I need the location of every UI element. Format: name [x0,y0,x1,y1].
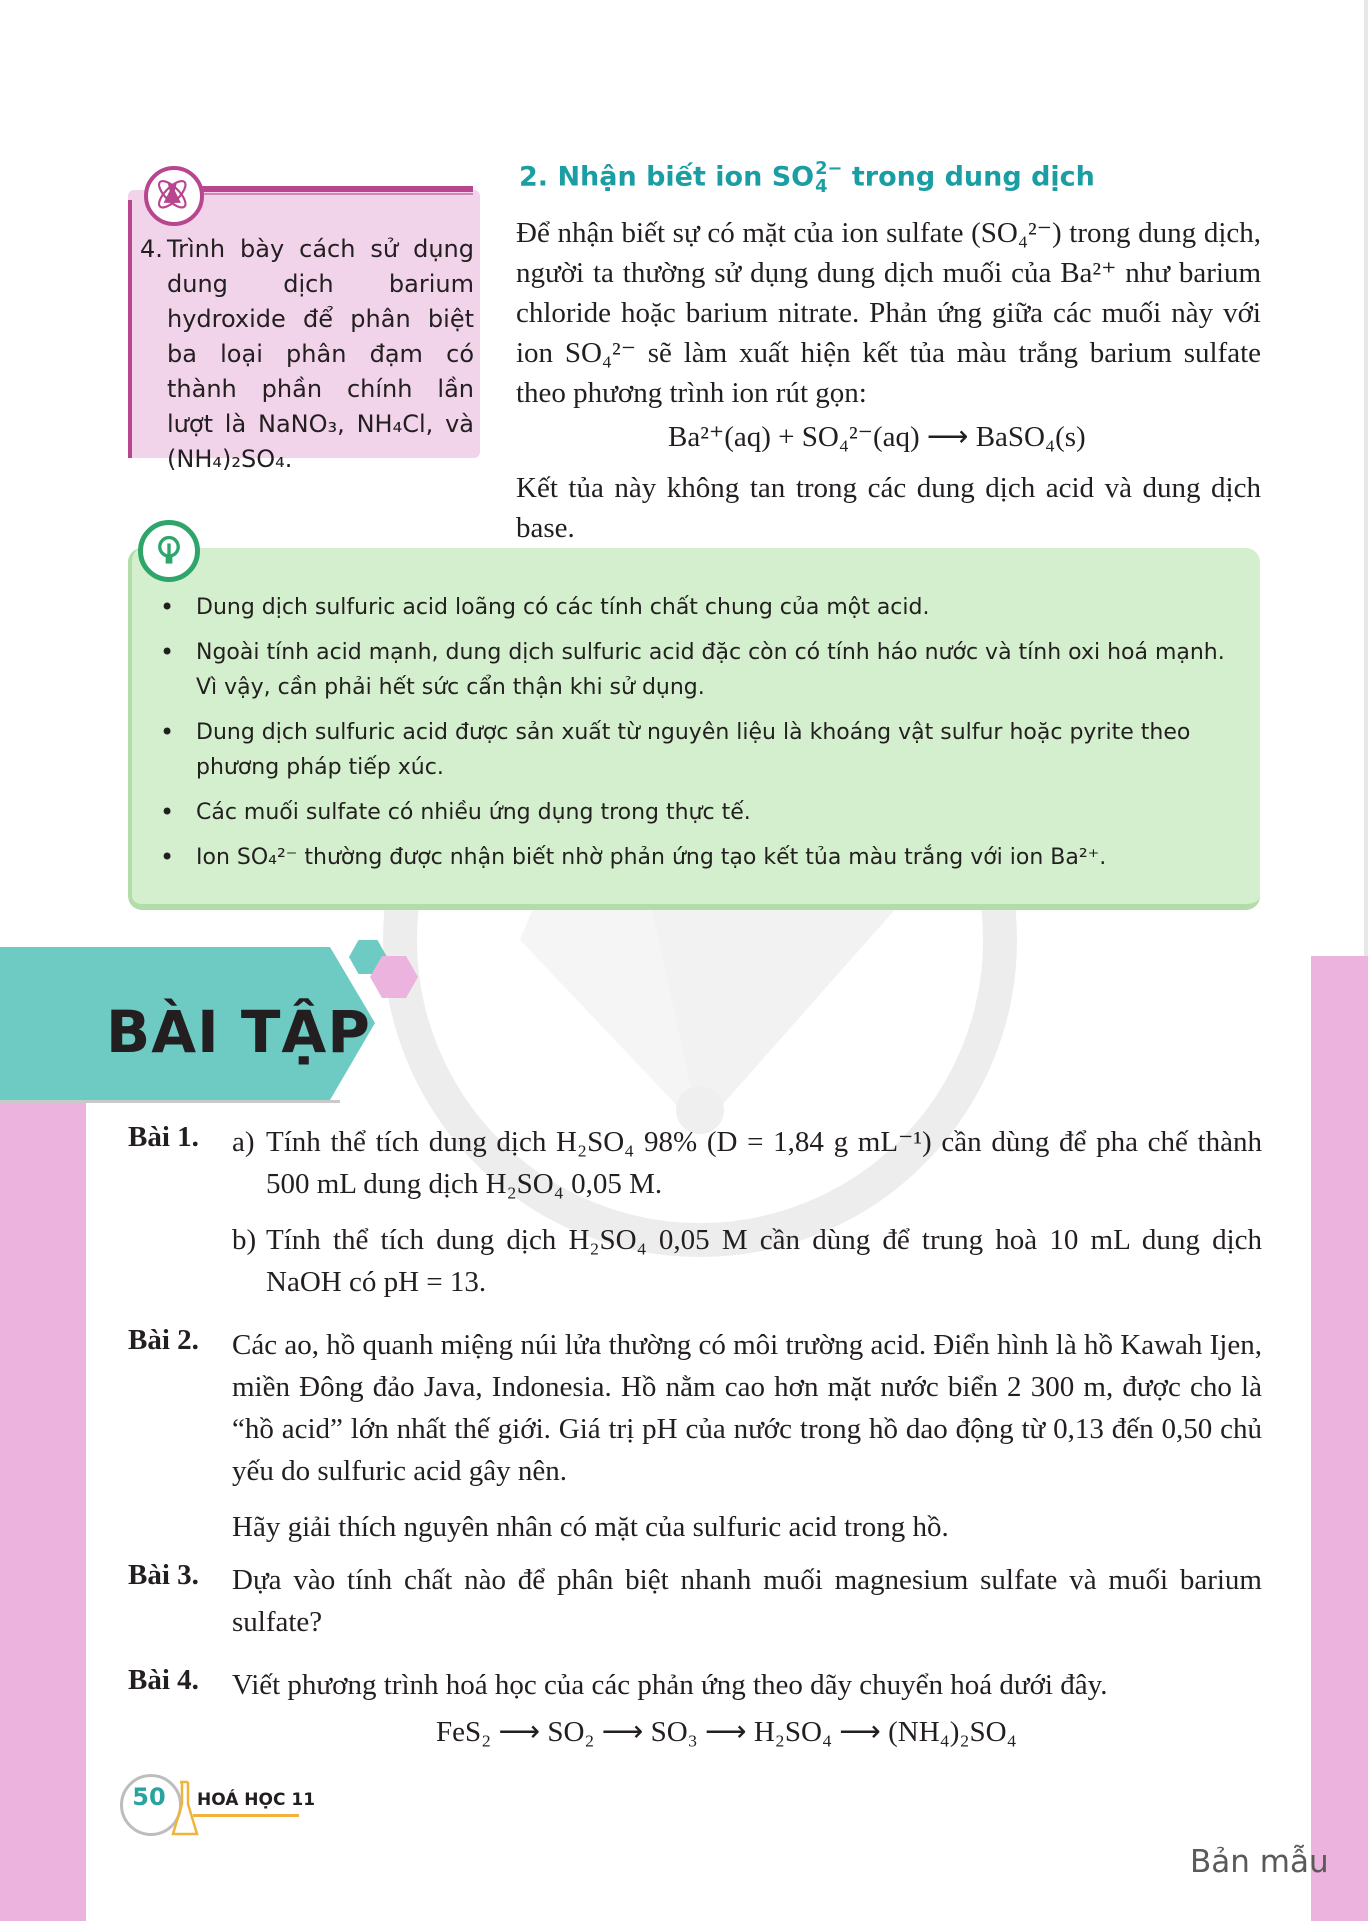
exercise-4-equation: FeS₂ ⟶ SO₂ ⟶ SO₃ ⟶ H₂SO₄ ⟶ (NH₄)₂SO₄ [436,1716,1017,1748]
exercise-1b-text: Tính thể tích dung dịch H₂SO₄ 0,05 M cần dùng để trung hoà 10 mL dung dịch NaOH có pH = 13. [266,1224,1262,1298]
exercise-3-text: Dựa vào tính chất nào để phân biệt nhanh muối magnesium sulfate và muối barium sulfate? [232,1564,1262,1638]
page-edge [1364,0,1368,956]
summary-item: • Ion SO₄²⁻ thường được nhận biết nhờ phản ứng tạo kết tủa màu trắng với ion Ba²⁺. [160,840,1250,875]
exercise-2-text: Các ao, hồ quanh miệng núi lửa thường có môi trường acid. Điển hình là hồ Kawah Ijen, miền Đông đảo Java, Indonesia. Hồ nằm cao hơn mặt nước biển 2 300 m, được cho là “hồ acid” lớn nhất thế giới. Giá trị pH của nước trong hồ dao động từ 0,13 đến 0,50 chủ yếu do sulfuric acid gây nên. [232,1329,1262,1487]
exercise-1a-text: Tính thể tích dung dịch H₂SO₄ 98% (D = 1,84 g mL⁻¹) cần dùng để pha chế thành 500 mL dung dịch H₂SO₄ 0,05 M. [266,1126,1262,1200]
lightbulb-icon [138,520,200,582]
exercises-banner-shadow [0,1100,340,1103]
exercise-1b-label: b) [232,1224,257,1256]
section-title [519,160,1095,196]
left-pink-strip [0,1103,86,1921]
question-number: 4. [140,235,163,263]
section-title-suffix: trong dung dịch [842,161,1095,193]
section-paragraph-1: Để nhận biết sự có mặt của ion sulfate (SO₄²⁻) trong dung dịch, người ta thường sử dụng dung dịch muối của Ba²⁺ như barium chloride hoặc barium nitrate. Phản ứng giữa các muối này với ion SO₄²⁻ sẽ làm xuất hiện kết tủa màu trắng barium sulfate theo phương trình ion rút gọn: [516,217,1261,409]
exercise-4-label: Bài 4. [128,1664,199,1696]
exercise-1a [232,1121,1262,1205]
exercise-3-label: Bài 3. [128,1559,199,1591]
summary-item: • Các muối sulfate có nhiều ứng dụng trong thực tế. [160,795,1250,830]
ionic-equation: Ba²⁺(aq) + SO₄²⁻(aq) ⟶ BaSO₄(s) [668,421,1086,453]
question-4 [140,232,474,477]
right-pink-strip [1311,956,1368,1921]
summary-item: • Dung dịch sulfuric acid được sản xuất từ nguyên liệu là khoáng vật sulfur hoặc pyrite theo phương pháp tiếp xúc. [160,715,1250,785]
exercise-2-question: Hãy giải thích nguyên nhân có mặt của sulfuric acid trong hồ. [232,1511,949,1543]
summary-item: • Ngoài tính acid mạnh, dung dịch sulfuric acid đặc còn có tính háo nước và tính oxi hoá mạnh. Vì vậy, cần phải hết sức cẩn thận khi sử dụng. [160,635,1250,705]
exercises-title: BÀI TẬP [106,998,371,1066]
question-box-rule-thin [183,193,473,195]
book-title-underline [193,1814,299,1817]
sulfate-charge: 2− 4 [815,158,843,197]
section-title-prefix: 2. Nhận biết ion SO [519,161,815,193]
exercise-4-text: Viết phương trình hoá học của các phản ứng theo dãy chuyển hoá dưới đây. [232,1669,1108,1701]
question-text: Trình bày cách sử dụng dung dịch barium hydroxide để phân biệt ba loại phân đạm có thành phần chính lần lượt là NaNO₃, NH₄Cl, và (NH₄)₂SO₄. [167,235,474,473]
question-box-rule [183,186,473,192]
page-number: 50 [132,1783,166,1811]
question-box-border [128,200,132,458]
watermark-label: Bản mẫu [1190,1844,1329,1880]
summary-item: • Dung dịch sulfuric acid loãng có các tính chất chung của một acid. [160,590,1250,625]
exercise-1-label: Bài 1. [128,1121,199,1153]
exercise-1b [232,1219,1262,1303]
flask-atom-icon [144,166,204,226]
book-title: HOÁ HỌC 11 [197,1790,316,1810]
summary-list [160,590,1250,885]
flask-icon [170,1778,200,1838]
exercise-2-label: Bài 2. [128,1324,199,1356]
section-paragraph-2: Kết tủa này không tan trong các dung dịch acid và dung dịch base. [516,472,1261,544]
exercise-1a-label: a) [232,1126,255,1158]
